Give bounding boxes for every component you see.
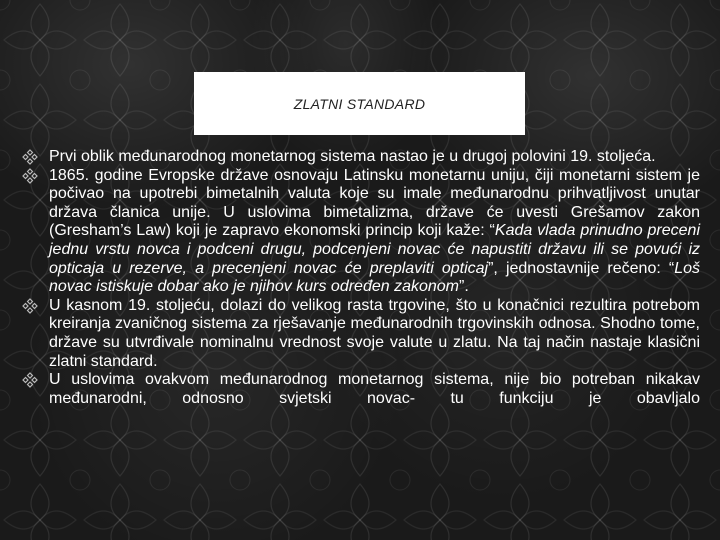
bullet-list (22, 148, 700, 408)
bullet-item (22, 148, 700, 167)
four-diamond-bullet-icon (22, 298, 38, 314)
bullet-item (22, 371, 700, 408)
bullet-quote: Kada vlada prinudno preceni jednu vrstu novca i podceni drugu, podcenjeni novac će napustiti državu ili se povući iz opticaja u rezerve, a precenjeni novac će preplaviti opticaj (49, 222, 701, 277)
bullet-text: Prvi oblik međunarodnog monetarnog sistema nastao je u drugoj polovini 19. stoljeća. (49, 148, 656, 165)
bullet-item (22, 167, 700, 297)
bullet-text: U uslovima ovakvom međunarodnog monetarnog sistema, nije bio potreban nikakav međunarodni, odnosno svjetski novac- tu funkciju je obavljalo (49, 371, 700, 407)
bullet-text: U kasnom 19. stoljeću, dolazi do velikog rasta trgovine, što u konačnici rezultira potrebom kreiranja zvaničnog sistema za rješavanje međunarodnih trgovinskih odnosa. Shodno tome, države su utvrđivale nominalnu vrednost svoje valute u zlatu. Na taj način nastaje klasični zlatni standard. (49, 296, 700, 370)
four-diamond-bullet-icon (22, 372, 38, 388)
bullet-text: ”, jednostavnije rečeno: “ (488, 259, 675, 277)
four-diamond-bullet-icon (22, 168, 38, 184)
bullet-text: 1865. godine Evropske države osnovaju Latinsku monetarnu uniju, čiji monetarni sistem je počivao na upotrebi bimetalnih valuta koje su imale međunarodnu prihvatljivost unutar država članica unije. U uslovima bimetalizma, države će uvesti Grešamov zakon (Gresham’s Law) koji je zapravo ekonomski princip koji kaže: “ (49, 166, 700, 240)
title-box (194, 72, 525, 135)
slide-title: ZLATNI STANDARD (293, 95, 426, 112)
bullet-text: ”. (459, 278, 469, 296)
bullet-quote: Loš novac istiskuje dobar ako je njihov kurs određen zakonom (49, 259, 700, 296)
bullet-item (22, 297, 700, 371)
four-diamond-bullet-icon (22, 149, 38, 165)
